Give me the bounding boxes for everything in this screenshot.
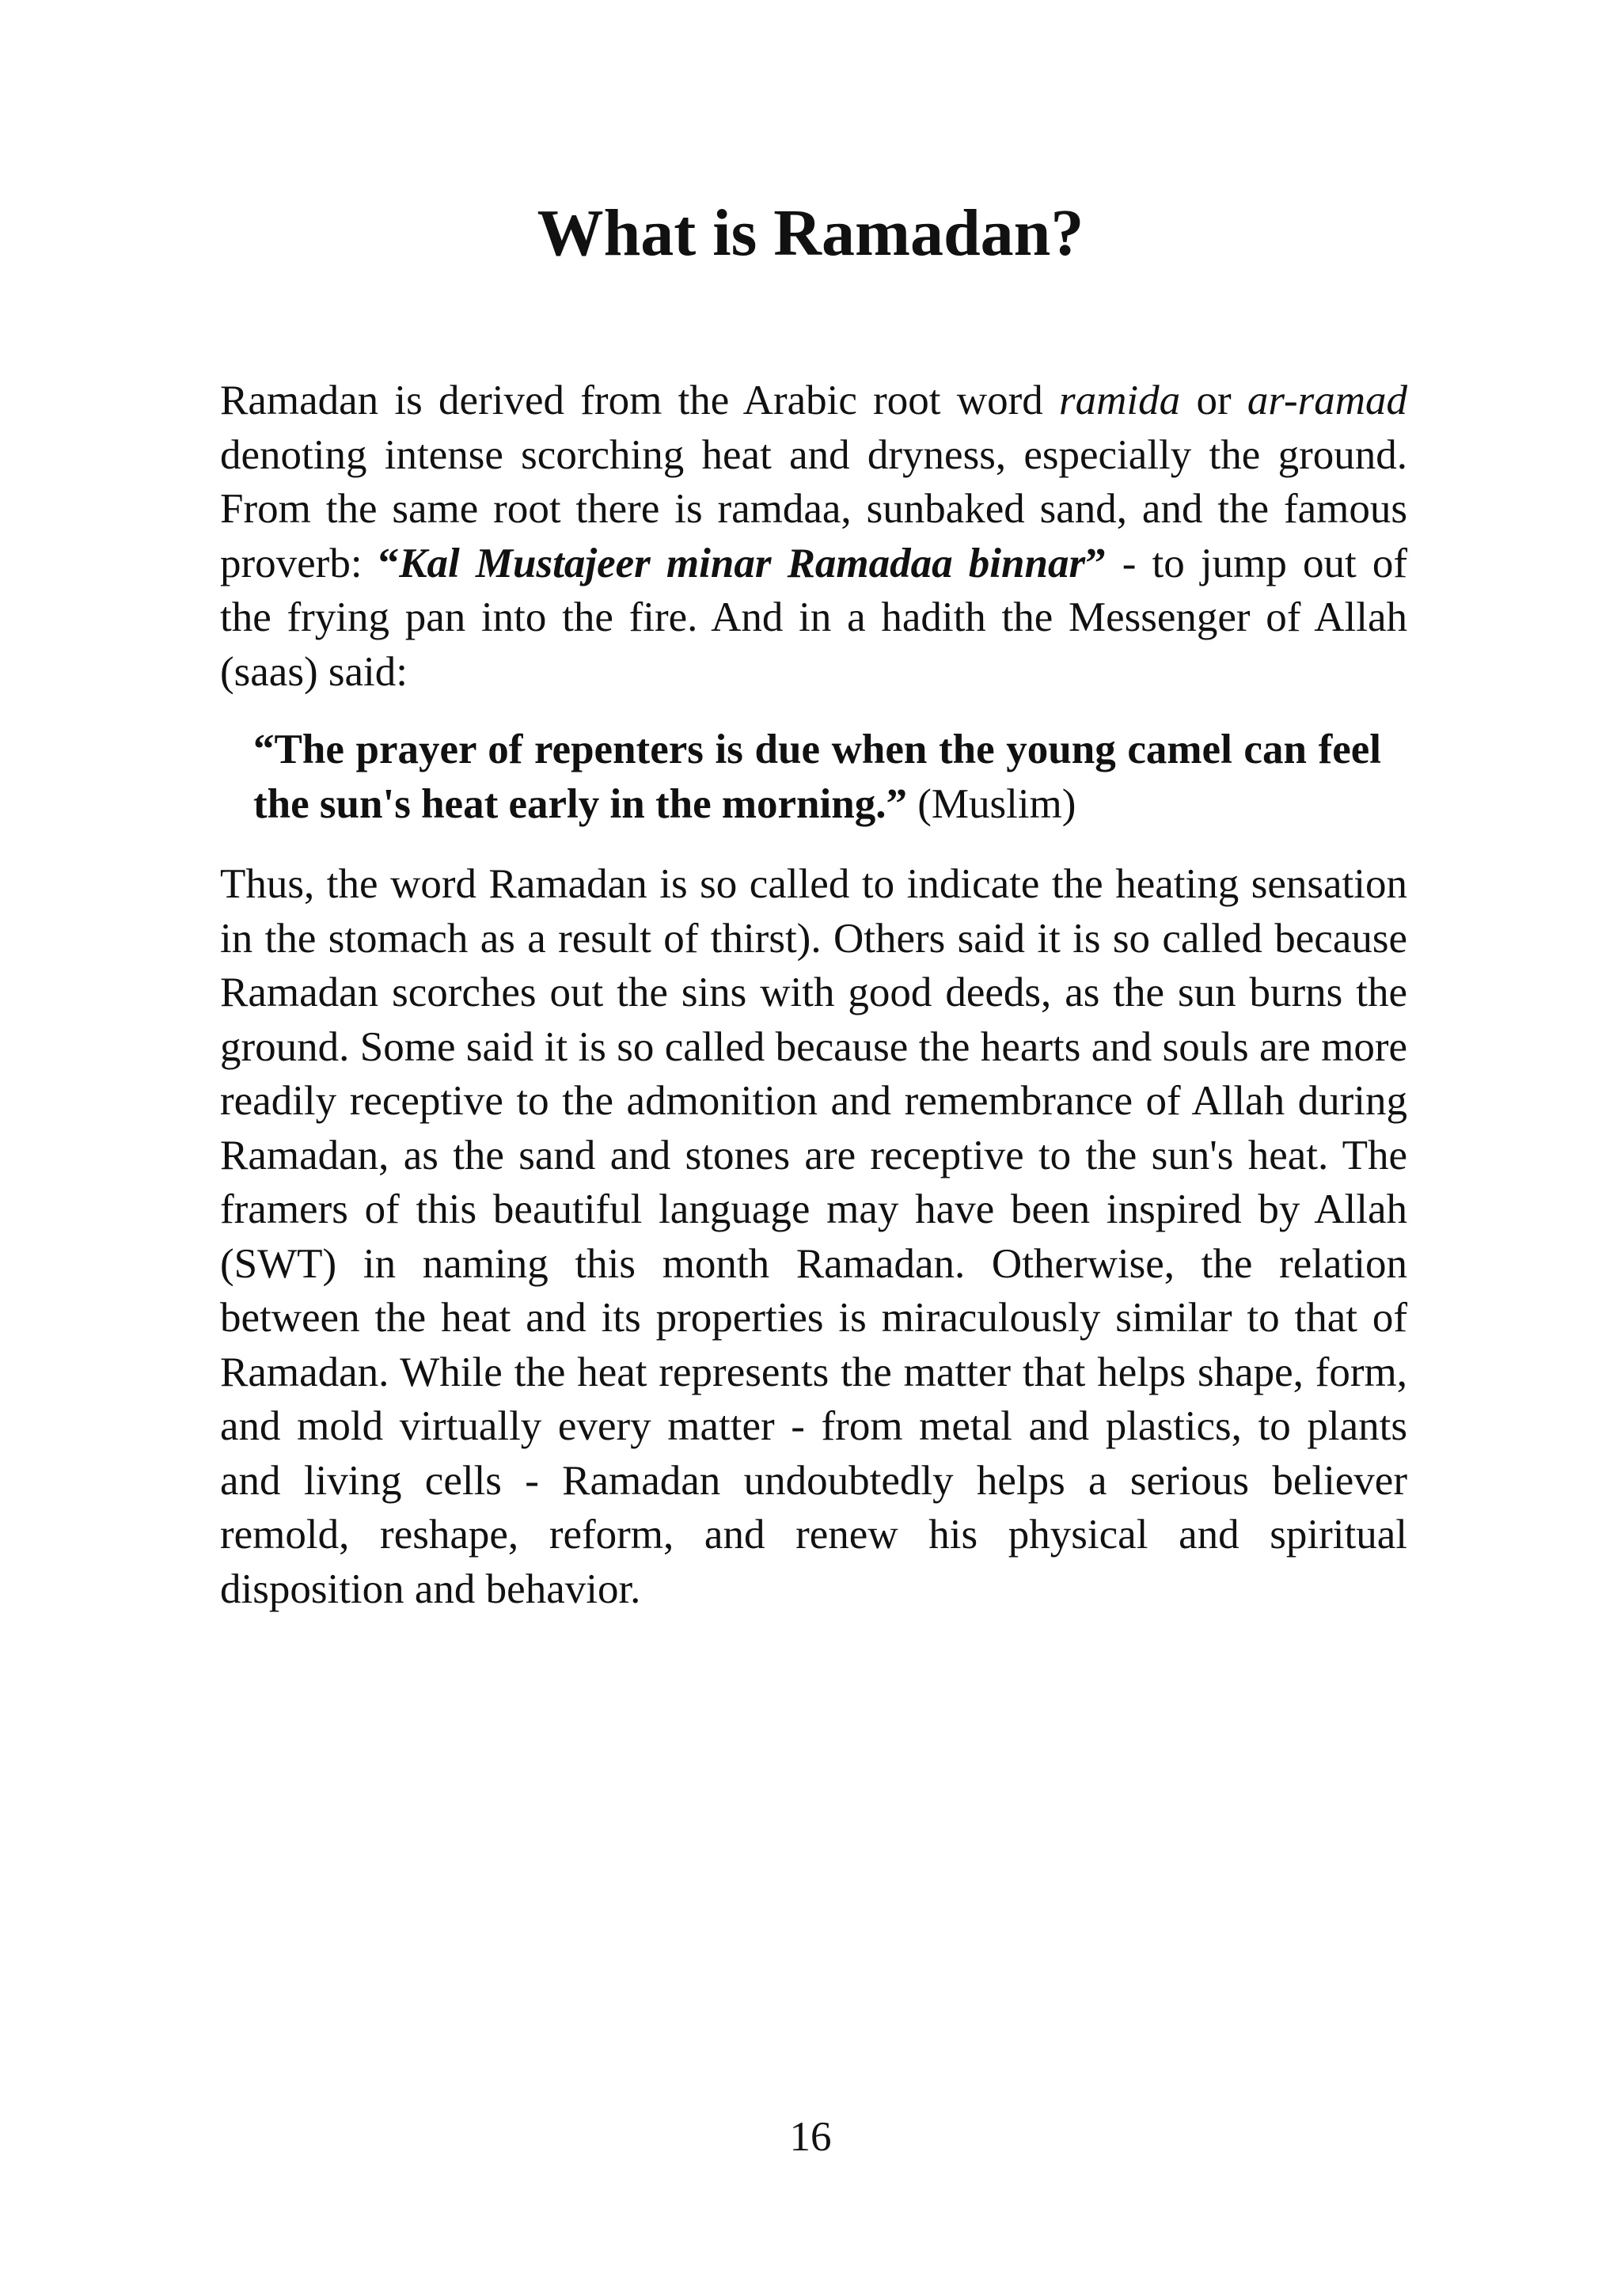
hadith-quote (253, 723, 1381, 831)
hadith-source: (Muslim) (906, 780, 1076, 827)
paragraph-meaning: Thus, the word Ramadan is so called to indicate the heating sensation in the stomach as a result of thirst). Others said it is so called because Ramadan scorches out the sins with good deeds, as the sun burns the ground. Some said it is so called because the hearts and souls are more readily receptive to the admonition and remembrance of Allah during Ramadan, as the sand and stones are receptive to the sun's heat. The framers of this beautiful language may have been inspired by Allah (SWT) in naming this month Ramadan. Otherwise, the relation between the heat and its properties is miraculously similar to that of Ramadan. While the heat represents the matter that helps shape, form, and mold virtually every matter - from metal and plastics, to plants and living cells - Ramadan undoubtedly helps a serious believer remold, reshape, reform, and renew his physical and spiritual disposition and behavior. (220, 861, 1407, 1612)
paragraph-etymology (220, 374, 1407, 699)
proverb-close-quote: ” (1085, 540, 1107, 586)
italic-term-ramida: ramida (1059, 378, 1181, 423)
proverb-open-quote: “ (378, 540, 400, 586)
paragraph-text: - to jump out of the frying pan into the fire. And in a hadith the Messenger of Allah (saas) said: (220, 540, 1407, 695)
hadith-text: “The prayer of repenters is due when the young camel can feel the sun's heat early in the morning.” (253, 727, 1381, 827)
proverb-text: Kal Mustajeer minar Ramadaa binnar (399, 540, 1086, 586)
paragraph-text: or (1180, 378, 1247, 423)
page-number: 16 (789, 2114, 832, 2160)
page-title: What is Ramadan? (537, 196, 1084, 270)
italic-term-ar-ramad: ar-ramad (1247, 378, 1407, 423)
paragraph-text: denoting intense scorching heat and dryness, especially the ground. From the same root there is ramdaa, sunbaked sand, and the famous proverb: (220, 431, 1407, 586)
paragraph-text: Ramadan is derived from the Arabic root word (220, 378, 1060, 423)
